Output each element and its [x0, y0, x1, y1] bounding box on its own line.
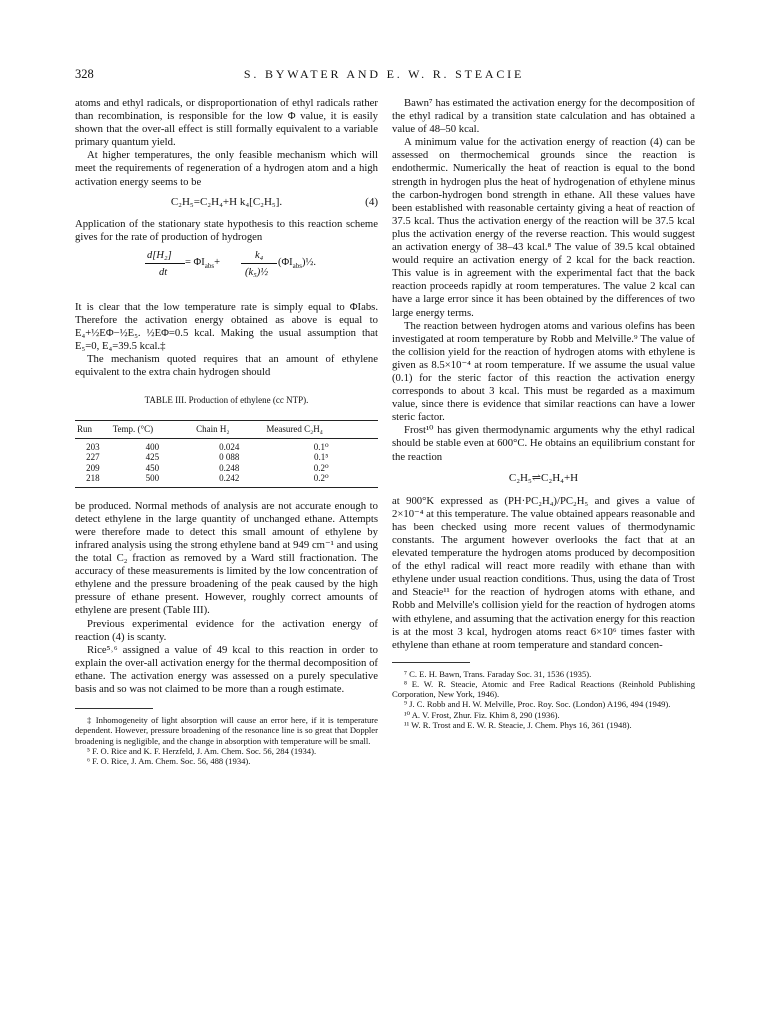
rate-term-sub: abs: [292, 262, 303, 271]
footnote-rule: [75, 708, 153, 709]
rate-term-a: = ΦI: [185, 256, 205, 268]
table-cell: 500: [145, 473, 160, 484]
table-cell: 0.1⁰: [313, 441, 329, 452]
paragraph: Rice⁵˒⁶ assigned a value of 49 kcal to this reaction in order to explain the over-all activation energy for the thermal decomposition of ethane. The activation energy was assessed on a purely speculative basis and so was not claimed to be more than a rough estimate.: [75, 643, 378, 695]
left-column: [75, 97, 378, 766]
table-iii: [75, 394, 378, 488]
table-row: [75, 463, 378, 474]
data-table: [75, 420, 378, 488]
paragraph: Application of the stationary state hypothesis to this reaction scheme gives for the rate of production of hydrogen: [75, 217, 378, 243]
footnote: ‡ Inhomogeneity of light absorption will cause an error here, if it is temperature dependent. However, pressure broadening of the resonance line is so great that Doppler broadening is negligible, and the change in absorption with temperature will be small.: [75, 715, 378, 746]
footnote: ¹¹ W. R. Trost and E. W. R. Steacie, J. Chem. Phys 16, 361 (1948).: [404, 719, 632, 730]
footnote: ⁹ J. C. Robb and H. W. Melville, Proc. Roy. Soc. (London) A196, 494 (1949).: [404, 699, 671, 710]
table-cell: 400: [145, 441, 160, 452]
paragraph: atoms and ethyl radicals, or disproportionation of ethyl radicals rather than recombination, is responsible for the low Φ value, it is easily shown that the over-all effect is still formally equivalent to a variable primary quantum yield.: [75, 97, 378, 149]
paragraph: At higher temperatures, the only feasible mechanism which will meet the requirements of regeneration of a hydrogen atom and a high activation energy seems to be: [75, 149, 378, 188]
fraction-bar: [241, 263, 277, 264]
footnote: ⁷ C. E. H. Bawn, Trans. Faraday Soc. 31, 1536 (1935).: [404, 668, 592, 679]
footnote-rule: [392, 662, 470, 663]
column-header: Chain H₂: [196, 423, 230, 434]
column-header: Measured C₂H₄: [266, 423, 323, 434]
rate-term-c: )½.: [302, 256, 317, 268]
table-cell: 0.024: [219, 441, 240, 452]
paragraph: The reaction between hydrogen atoms and various olefins has been investigated at room temperature by Robb and Melville.⁹ The value of the collision yield for the reaction of hydrogen atoms with ethylene is given as 8.5×10⁻⁴ at room temperature. If we assume the usual value (0.1) for the steric factor of this reaction the activation energy corresponds to about 3 kcal. This must be regarded as a maximum value, since there is evidence that similar reactions can have a lower steric factor.: [392, 319, 695, 424]
footnote: ¹⁰ A. V. Frost, Zhur. Fiz. Khim 8, 290 (1936).: [404, 709, 560, 720]
paragraph: It is clear that the low temperature rate is simply equal to ΦIabs. Therefore the activation energy obtained as above is equal to E₄+½EΦ−½E₅. ½EΦ=0.5 kcal. Making the usual assumption that E₅=0, E₄=39.5 kcal.‡: [75, 300, 378, 353]
running-header-authors: S. BYWATER AND E. W. R. STEACIE: [243, 67, 525, 81]
paragraph: be produced. Normal methods of analysis are not accurate enough to detect ethylene in the large quantity of unchanged ethane. Attempts were therefore made to detect this small amount of ethylene by infrared analysis using the strong ethylene band at 949 cm⁻¹ and using the total C₂ fraction as removed by a Ward still fractionation. The accuracy of these measurements is limited by the low concentration of ethylene and the pressure broadening of the peak caused by the high pressure of ethane present. However, roughly correct amounts of ethylene are present (Table III).: [75, 499, 378, 617]
right-column: [392, 97, 695, 730]
fraction-bar: [145, 263, 185, 264]
paragraph: Previous experimental evidence for the activation energy of reaction (4) is scanty.: [75, 617, 378, 643]
table-row: [75, 438, 378, 452]
table-cell: 0.2⁰: [313, 473, 329, 484]
paragraph: Frost¹⁰ has given thermodynamic arguments why the ethyl radical should be stable even at 600°C. He obtains an equilibrium constant for the reaction: [392, 424, 695, 463]
table-cell: 203: [86, 441, 100, 452]
table-cell: 450: [145, 462, 160, 473]
table-row: [75, 452, 378, 463]
footnote: ⁸ E. W. R. Steacie, Atomic and Free Radical Reactions (Reinhold Publishing Corporation, New York, 1946).: [392, 679, 695, 700]
table-cell: 209: [86, 462, 100, 473]
footnote: ⁶ F. O. Rice, J. Am. Chem. Soc. 56, 488 (1934).: [87, 755, 251, 766]
rate-rhs-tail: [278, 256, 316, 269]
equation-text: C₂H₅=C₂H₄+H k₄[C₂H₅].: [170, 195, 283, 208]
rate-term-sub: abs: [204, 262, 215, 271]
footnote: ⁵ F. O. Rice and K. F. Herzfeld, J. Am. Chem. Soc. 56, 284 (1934).: [87, 745, 317, 756]
paragraph: Bawn⁷ has estimated the activation energy for the decomposition of the ethyl radical by a transition state calculation and has obtained a value of 48–50 kcal.: [392, 97, 695, 136]
paragraph: The mechanism quoted requires that an amount of ethylene equivalent to the extra chain hydrogen should: [75, 353, 378, 379]
column-header: Run: [77, 423, 93, 434]
rate-lhs-denominator: dt: [159, 266, 168, 278]
table-cell: 425: [145, 452, 160, 463]
paragraph: A minimum value for the activation energy of reaction (4) can be assessed on thermochemical grounds since the reaction is endothermic. Numerically the heat of reaction is equal to the bond strength in hydrogen plus the heat of hydrogenation of ethylene minus the carbon-hydrogen bond strength in ethane. All these values have been established with reasonable certainty giving a heat of reaction of 37.5 kcal. Thus the activation energy of the reaction will be 37.5 kcal plus the activation energy of the reverse reaction. This would suggest an activation energy of 38–43 kcal.⁸ The value of 39.5 kcal obtained would require an activation energy of 2 kcal for the back reaction. This value is in agreement with the experimental fact that the back reaction proceeds rapidly at room temperatures. The value 2 kcal can have a large error since it has been obtained by the differences of two large energy terms.: [392, 136, 695, 319]
rate-lhs-numerator: d[H₂]: [147, 249, 172, 261]
table-cell: 0.2⁰: [313, 462, 329, 473]
equilibrium-equation: C₂H₅⇌C₂H₄+H: [508, 471, 579, 484]
column-header: Temp. (°C): [112, 423, 154, 434]
rate-k-denominator: (k₅)½: [245, 266, 269, 278]
rate-k-numerator: k₄: [255, 249, 264, 261]
table-row: [75, 473, 378, 487]
table-cell: 0 088: [219, 452, 240, 463]
table-cell: 0.1⁵: [313, 452, 329, 463]
table-caption: TABLE III. Production of ethylene (cc NTP).: [144, 394, 309, 405]
table-cell: 0.248: [219, 462, 240, 473]
table-cell: 218: [86, 473, 100, 484]
table-cell: 0.242: [219, 473, 240, 484]
equation-number: (4): [365, 195, 378, 208]
rate-equation: [75, 249, 378, 293]
paragraph: at 900°K expressed as (PH·PC₂H₄)/PC₂H₅ and gives a value of 2×10⁻⁴ at this temperature. The value obtained appears reasonable and has been checked using more recent values of thermodynamic constants. The argument however overlooks the fact that at an elevated temperature the hydrogen atoms produced by decomposition of the ethyl radical will react more readily with ethane than with ethylene under usual reaction conditions. Thus, using the data of Trost and Steacie¹¹ for the reaction of hydrogen atoms with ethane, and Robb and Melville's collision yield for the reaction of hydrogen atoms with ethylene, and assuming that the activation energy for this reaction is at the most 3 kcal, hydrogen atoms react 6×10⁶ times faster with ethylene than ethane at room temperature and standard concen-: [392, 494, 695, 651]
rate-rhs-term: = $\Phi I_{abs}+$: [185, 256, 220, 271]
page-number: 328: [75, 67, 94, 81]
table-cell: 227: [86, 452, 100, 463]
rate-term-b: (ΦI: [278, 256, 293, 268]
equation-4: [75, 196, 378, 209]
